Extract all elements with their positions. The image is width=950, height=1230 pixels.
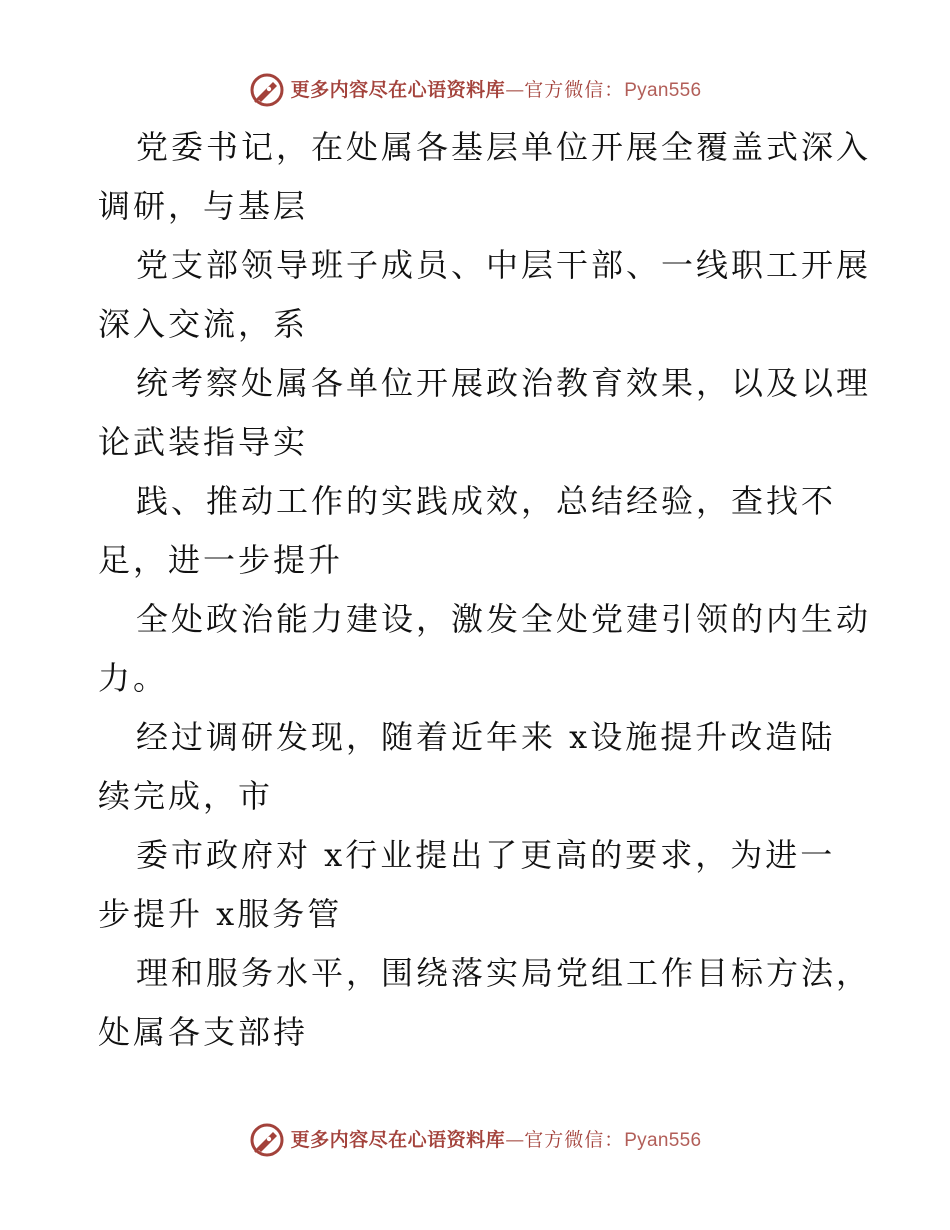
footer-wechat-id: Pyan556 bbox=[624, 1129, 702, 1151]
paragraph-line: 理和服务水平，围绕落实局党组工作目标方法， bbox=[136, 954, 872, 992]
paragraph-line: 全处政治能力建设，激发全处党建引领的内生动 bbox=[136, 600, 872, 638]
paragraph-line: 践、推动工作的实践成效，总结经验，查找不 bbox=[136, 482, 837, 520]
paragraph-line: 步提升 x服务管 bbox=[98, 895, 343, 933]
paragraph-line: 续完成，市 bbox=[98, 777, 274, 815]
paragraph-line: 党支部领导班子成员、中层干部、一线职工开展 bbox=[136, 246, 872, 284]
header-separator: — bbox=[505, 78, 525, 101]
header-banner-text bbox=[290, 78, 702, 101]
header-banner bbox=[0, 70, 950, 110]
footer-separator: — bbox=[505, 1128, 525, 1151]
header-site-text: 更多内容尽在心语资料库 bbox=[290, 78, 506, 101]
footer-banner-text bbox=[290, 1128, 702, 1151]
footer-site-text: 更多内容尽在心语资料库 bbox=[290, 1128, 506, 1151]
footer-banner bbox=[0, 1120, 950, 1160]
pen-nib-logo-icon bbox=[249, 72, 285, 108]
paragraph-line: 处属各支部持 bbox=[98, 1013, 309, 1051]
paragraph-line: 足，进一步提升 bbox=[98, 541, 344, 579]
paragraph-line: 深入交流，系 bbox=[98, 305, 309, 343]
header-wechat-label: 官方微信： bbox=[524, 78, 625, 101]
paragraph-line: 调研，与基层 bbox=[98, 187, 309, 225]
paragraph-line: 经过调研发现，随着近年来 x设施提升改造陆 bbox=[136, 718, 836, 756]
paragraph-line: 论武装指导实 bbox=[98, 423, 309, 461]
paragraph-line: 统考察处属各单位开展政治教育效果，以及以理 bbox=[136, 364, 872, 402]
footer-wechat-label: 官方微信： bbox=[524, 1128, 625, 1151]
paragraph-line: 力。 bbox=[98, 659, 169, 697]
header-wechat-id: Pyan556 bbox=[624, 79, 702, 101]
paragraph-line: 党委书记，在处属各基层单位开展全覆盖式深入 bbox=[136, 128, 872, 166]
pen-nib-logo-icon bbox=[249, 1122, 285, 1158]
paragraph-line: 委市政府对 x行业提出了更高的要求，为进一 bbox=[136, 836, 836, 874]
document-body bbox=[98, 118, 872, 1062]
